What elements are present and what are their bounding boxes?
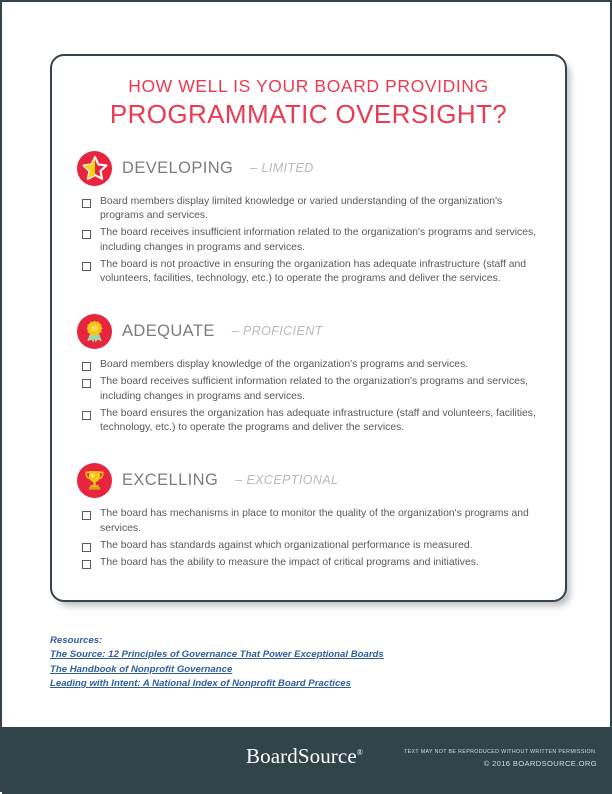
resource-link-handbook[interactable]: The Handbook of Nonprofit Governance [50,663,233,675]
checkbox-icon[interactable] [82,379,91,388]
checklist-item-label: The board has the ability to measure the impact of critical programs and initiatives. [100,556,479,568]
checklist-adequate [77,358,539,435]
footer-copyright-text: © 2016 BOARDSOURCE.ORG [483,759,597,768]
checkbox-icon[interactable] [82,262,91,271]
section-title-excelling: EXCELLING [122,470,219,489]
resource-link-the-source[interactable]: The Source: 12 Principles of Governance That Power Exceptional Boards [50,649,384,660]
page-footer [2,727,612,794]
trophy-icon [77,463,112,498]
assessment-card [50,54,567,602]
checkbox-icon[interactable] [82,199,91,208]
section-title-developing: DEVELOPING [122,158,234,177]
footer-permission-text: TEXT MAY NOT BE REPRODUCED WITHOUT WRITTEN PERMISSION. [404,749,597,755]
checklist-item-label: The board is not proactive in ensuring the organization has adequate infrastructure (staff and volunteers, facilities, technology, etc.) to operate the programs and deliver the services. [100,258,527,285]
checklist-item-label: Board members display limited knowledge or varied understanding of the organization's programs and services. [100,196,503,222]
resources-section [50,634,510,692]
boardsource-logo [246,744,363,769]
checkbox-icon[interactable] [82,560,91,569]
section-header-developing [77,149,539,187]
checklist-item-label: The board receives insufficient information related to the organization's programs and services, including changes in programs and services. [100,227,537,253]
boardsource-logo-text: BoardSource [246,744,357,768]
checklist-item[interactable] [82,375,539,403]
half-star-icon [77,151,112,186]
checklist-item[interactable] [82,258,539,286]
checklist-excelling [77,507,539,570]
checklist-item[interactable] [82,507,539,535]
section-title-adequate: ADEQUATE [122,321,215,340]
checklist-item[interactable] [82,539,539,553]
section-subtitle-excelling: – EXCEPTIONAL [235,473,339,488]
checklist-item[interactable] [82,226,539,254]
checkbox-icon[interactable] [82,543,91,552]
footer-legal [404,748,597,770]
section-header-adequate [77,312,539,350]
registered-trademark-icon: ® [356,748,363,757]
checkbox-icon[interactable] [82,362,91,371]
checklist-item[interactable] [82,556,539,570]
resource-link-leading-with-intent[interactable]: Leading with Intent: A National Index of Nonprofit Board Practices [50,678,351,689]
checkbox-icon[interactable] [82,230,91,239]
checklist-item-label: The board has standards against which organizational performance is measured. [100,539,473,551]
page-title-line-1: HOW WELL IS YOUR BOARD PROVIDING [128,76,489,96]
checklist-developing [77,195,539,286]
checklist-item[interactable] [82,407,539,435]
checkbox-icon[interactable] [82,511,91,520]
checkbox-icon[interactable] [82,411,91,420]
section-subtitle-developing: – LIMITED [250,161,314,176]
checklist-item-label: The board ensures the organization has adequate infrastructure (staff and volunteers, facilities, technology, etc.) to operate the programs and deliver the services. [100,407,536,434]
checklist-item[interactable] [82,358,539,372]
section-header-excelling [77,461,539,499]
award-ribbon-icon [77,314,112,349]
resources-label: Resources: [50,635,103,646]
checklist-item-label: Board members display knowledge of the organization's programs and services. [100,359,469,371]
checklist-item-label: The board has mechanisms in place to monitor the quality of the organization's programs and services. [100,508,529,534]
checklist-item-label: The board receives sufficient information related to the organization's programs and services, including changes in programs and services. [100,376,529,402]
page-title-line-2: PROGRAMMATIC OVERSIGHT? [109,98,508,129]
section-excelling [52,461,565,570]
section-adequate [52,312,565,435]
checklist-item[interactable] [82,195,539,223]
section-developing [52,149,565,286]
section-subtitle-adequate: – PROFICIENT [231,324,323,339]
title-block [52,56,565,130]
